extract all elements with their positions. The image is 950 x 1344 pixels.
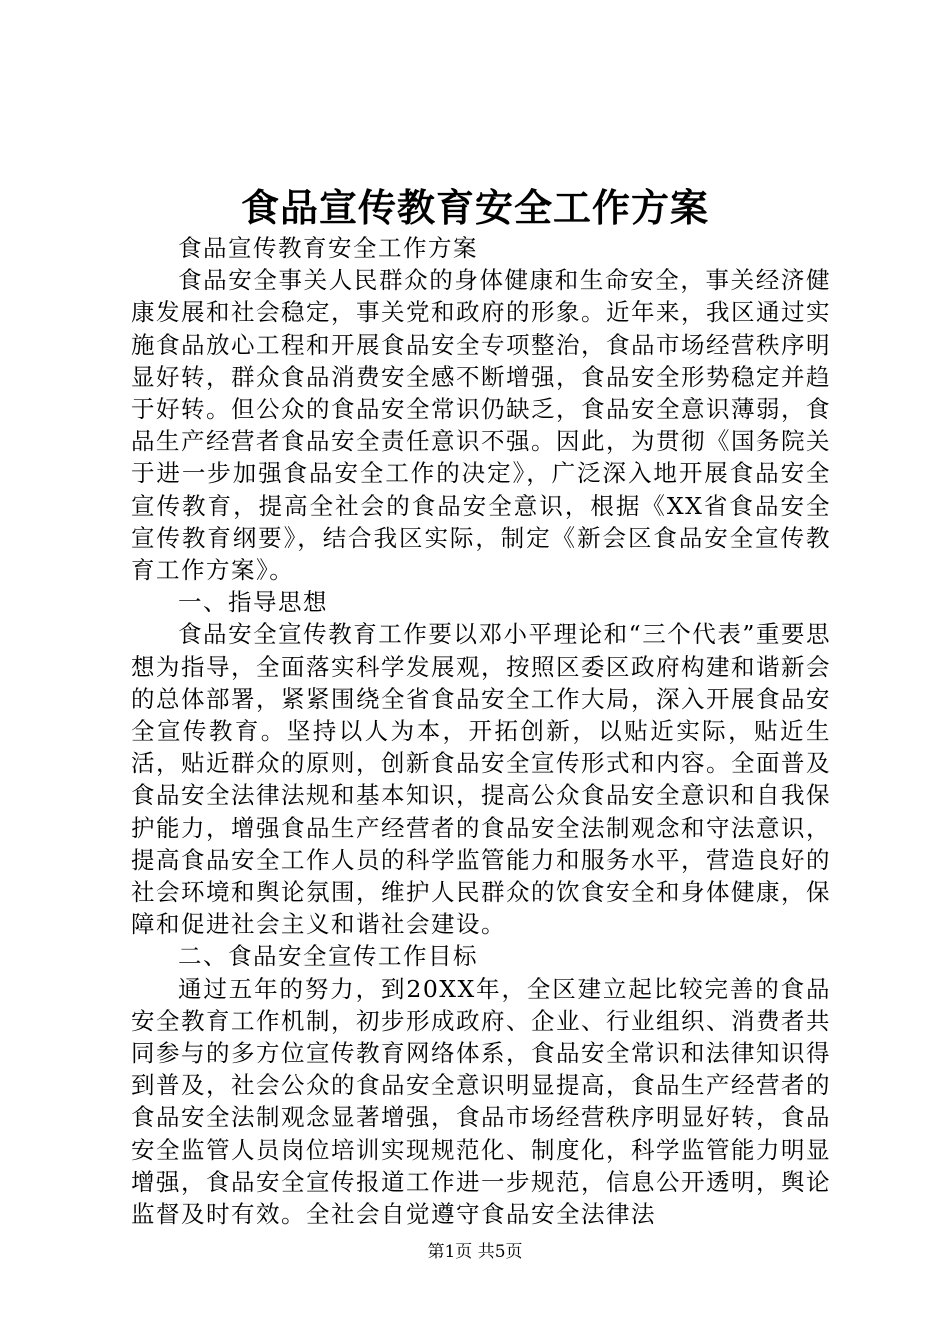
section-heading-guiding-ideology: 一、指导思想 [178, 588, 328, 617]
paragraph-intro: 食品安全事关人民群众的身体健康和生命安全，事关经济健康发展和社会稳定，事关党和政府的形象。近年来，我区通过实施食品放心工程和开展食品安全专项整治，食品市场经营秩序明显好转，群众食品消费安全感不断增强，食品安全形势稳定并趋于好转。但公众的食品安全常识仍缺乏，食品安全意识薄弱，食品生产经营者食品安全责任意识不强。因此，为贯彻《国务院关于进一步加强食品安全工作的决定》，广泛深入地开展食品安全宣传教育，提高全社会的食品安全意识，根据《XX省食品安全宣传教育纲要》，结合我区实际，制定《新会区食品安全宣传教育工作方案》。 [131, 266, 831, 585]
paragraph-subtitle: 食品宣传教育安全工作方案 [178, 234, 478, 262]
paragraph-guiding-ideology: 食品安全宣传教育工作要以邓小平理论和“三个代表”重要思想为指导，全面落实科学发展观，按照区委区政府构建和谐新会的总体部署，紧紧围绕全省食品安全工作大局，深入开展食品安全宣传教育。坚持以人为本，开拓创新，以贴近实际，贴近生活，贴近群众的原则，创新食品安全宣传形式和内容。全面普及食品安全法律法规和基本知识，提高公众食品安全意识和自我保护能力，增强食品生产经营者的食品安全法制观念和守法意识，提高食品安全工作人员的科学监管能力和服务水平，营造良好的社会环境和舆论氛围，维护人民群众的饮食安全和身体健康，保障和促进社会主义和谐社会建设。 [131, 620, 831, 939]
document-title: 食品宣传教育安全工作方案 [240, 185, 709, 230]
paragraph-goals: 通过五年的努力，到20XX年，全区建立起比较完善的食品安全教育工作机制，初步形成政府、企业、行业组织、消费者共同参与的多方位宣传教育网络体系，食品安全常识和法律知识得到普及，社会公众的食品安全意识明显提高，食品生产经营者的食品安全法制观念显著增强，食品市场经营秩序明显好转，食品安全监管人员岗位培训实现规范化、制度化，科学监管能力明显增强，食品安全宣传报道工作进一步规范，信息公开透明，舆论监督及时有效。全社会自觉遵守食品安全法律法 [131, 974, 831, 1229]
document-body [131, 232, 831, 1230]
page-footer: 第1页 共5页 [427, 1242, 523, 1262]
section-heading-goals: 二、食品安全宣传工作目标 [178, 942, 478, 971]
